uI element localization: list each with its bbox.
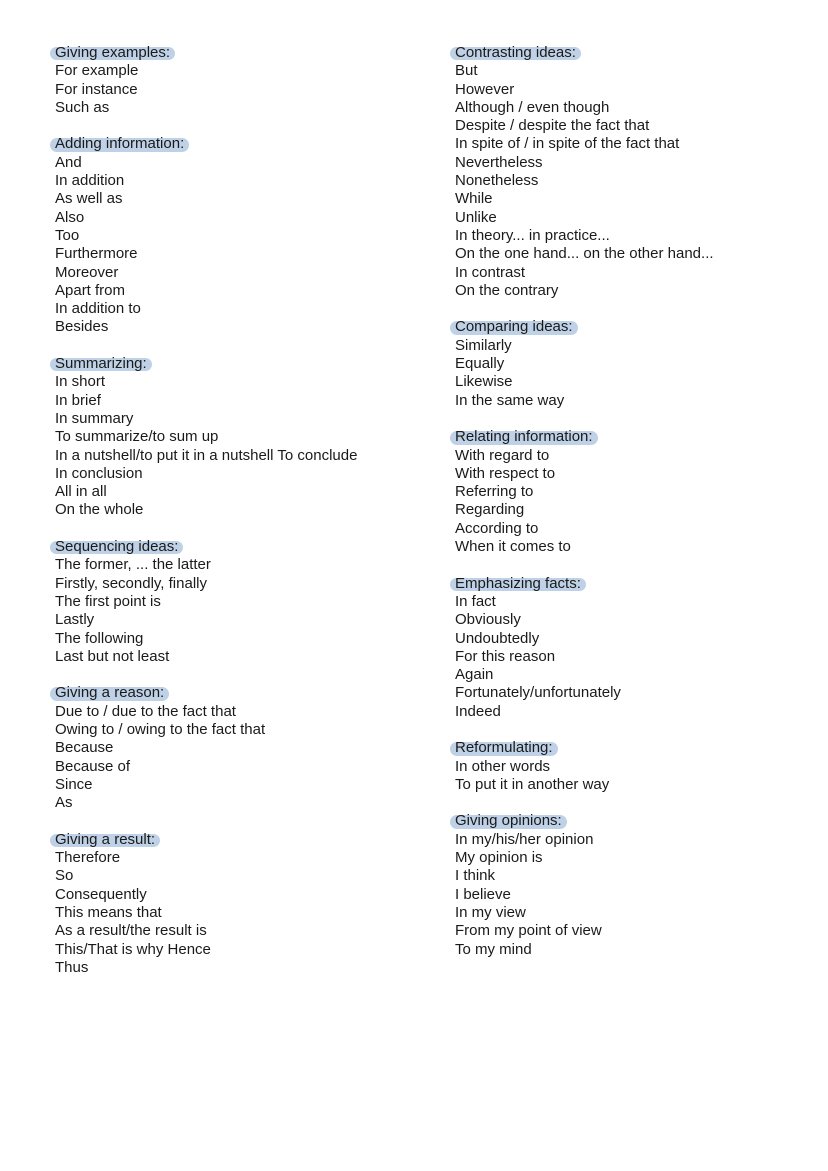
phrase-item: In other words (455, 757, 551, 775)
phrase-item: To my mind (455, 940, 532, 958)
phrase-item: Because (55, 739, 114, 757)
right-column (455, 44, 815, 977)
phrase-item: Because of (55, 757, 131, 775)
phrase-item: To put it in another way (455, 775, 610, 793)
phrase-item: On the one hand... on the other hand... (455, 245, 714, 263)
phrase-item: In my/his/her opinion (455, 830, 594, 848)
phrase-item: In summary (55, 409, 134, 427)
left-column (55, 44, 415, 995)
phrase-item: In my view (455, 903, 526, 921)
phrase-item: In the same way (455, 391, 565, 409)
section-giving-a-result (55, 831, 415, 977)
phrase-item: In theory... in practice... (455, 226, 610, 244)
phrase-item: Such as (55, 98, 110, 116)
section-heading: Comparing ideas: (455, 318, 573, 336)
phrase-item: Similarly (455, 336, 512, 354)
phrase-item: For example (55, 62, 139, 80)
phrase-item: For this reason (455, 647, 556, 665)
phrase-item: Thus (55, 958, 89, 976)
phrase-item: In addition to (55, 300, 141, 318)
phrase-item: Again (455, 666, 494, 684)
phrase-item: Undoubtedly (455, 629, 540, 647)
phrase-list (455, 447, 815, 557)
phrase-item: On the contrary (455, 281, 559, 299)
phrase-item: However (455, 80, 515, 98)
phrase-item: This/That is why Hence (55, 940, 211, 958)
phrase-list (55, 849, 415, 977)
phrase-item: Consequently (55, 885, 147, 903)
phrase-item: Apart from (55, 281, 126, 299)
section-heading: Giving a reason: (55, 684, 165, 702)
phrase-item: Likewise (455, 373, 513, 391)
phrase-item: In contrast (455, 263, 526, 281)
section-emphasizing-facts (455, 575, 815, 721)
phrase-item: Firstly, secondly, finally (55, 574, 207, 592)
phrase-item: With respect to (455, 464, 556, 482)
phrase-item: But (455, 62, 478, 80)
phrase-item: Since (55, 775, 93, 793)
section-relating-information (455, 428, 815, 556)
phrase-item: I think (455, 867, 496, 885)
section-heading: Reformulating: (455, 739, 553, 757)
phrase-item: All in all (55, 483, 107, 501)
section-sequencing-ideas (55, 538, 415, 666)
phrase-list (55, 154, 415, 337)
phrase-list (455, 593, 815, 721)
phrase-item: Owing to / owing to the fact that (55, 720, 266, 738)
phrase-item: Indeed (455, 702, 501, 720)
phrase-item: Furthermore (55, 245, 138, 263)
phrase-list (55, 62, 415, 117)
phrase-item: The former, ... the latter (55, 556, 211, 574)
phrase-list (55, 703, 415, 813)
section-contrasting-ideas (455, 44, 815, 300)
section-heading: Giving a result: (55, 830, 156, 848)
phrase-item: Obviously (455, 611, 521, 629)
phrase-item: Fortunately/unfortunately (455, 684, 621, 702)
phrase-item: While (455, 190, 493, 208)
phrase-item: In conclusion (55, 464, 143, 482)
phrase-item: Nonetheless (455, 172, 539, 190)
section-heading: Giving examples: (55, 44, 171, 61)
phrase-item: Nevertheless (455, 153, 543, 171)
phrase-item: In fact (455, 592, 496, 610)
phrase-item: Although / even though (455, 98, 610, 116)
phrase-item: In spite of / in spite of the fact that (455, 135, 680, 153)
phrase-item: Lastly (55, 611, 95, 629)
section-summarizing (55, 355, 415, 520)
phrase-item: Equally (455, 355, 505, 373)
phrase-list (455, 337, 815, 410)
section-comparing-ideas (455, 318, 815, 409)
phrase-item: Moreover (55, 263, 119, 281)
section-heading: Summarizing: (55, 355, 147, 373)
phrase-item: The following (55, 629, 144, 647)
section-reformulating (455, 739, 815, 794)
section-heading: Adding information: (55, 135, 185, 153)
section-giving-a-reason (55, 684, 415, 812)
phrase-item: As a result/the result is (55, 922, 207, 940)
phrase-item: To summarize/to sum up (55, 428, 219, 446)
phrase-item: When it comes to (455, 538, 571, 556)
section-adding-information (55, 135, 415, 336)
phrase-item: In addition (55, 172, 125, 190)
phrase-item: Despite / despite the fact that (455, 117, 650, 135)
phrase-item: And (55, 153, 82, 171)
phrase-list (455, 831, 815, 959)
phrase-item: Last but not least (55, 647, 170, 665)
phrase-item: Also (55, 208, 85, 226)
phrase-item: Therefore (55, 849, 121, 867)
phrase-item: Unlike (455, 208, 497, 226)
phrase-item: Regarding (455, 501, 525, 519)
phrase-list (455, 758, 815, 795)
phrase-item: Due to / due to the fact that (55, 702, 236, 720)
phrase-item: Besides (55, 318, 109, 336)
section-heading: Emphasizing facts: (455, 574, 581, 592)
phrase-item: As well as (55, 190, 123, 208)
phrase-list (455, 62, 815, 300)
phrase-item: According to (455, 519, 539, 537)
phrase-item: In short (55, 373, 106, 391)
phrase-item: For instance (55, 80, 138, 98)
phrase-item: So (55, 867, 74, 885)
phrase-item: In a nutshell/to put it in a nutshell To conclude (55, 446, 358, 464)
section-heading: Contrasting ideas: (455, 44, 576, 61)
phrase-item: Too (55, 226, 80, 244)
phrase-item: From my point of view (455, 922, 602, 940)
section-heading: Sequencing ideas: (55, 538, 179, 556)
phrase-item: On the whole (55, 501, 144, 519)
phrase-item: Referring to (455, 483, 534, 501)
section-giving-opinions (455, 812, 815, 958)
phrase-item: This means that (55, 903, 162, 921)
phrase-item: I believe (455, 885, 511, 903)
phrase-item: As (55, 794, 73, 812)
phrase-item: With regard to (455, 446, 550, 464)
phrase-item: The first point is (55, 592, 161, 610)
phrase-item: In brief (55, 391, 101, 409)
section-giving-examples (55, 44, 415, 117)
phrase-item: My opinion is (455, 849, 543, 867)
section-heading: Relating information: (455, 428, 593, 446)
phrase-list (55, 556, 415, 666)
section-heading: Giving opinions: (455, 812, 562, 830)
phrase-list (55, 373, 415, 519)
